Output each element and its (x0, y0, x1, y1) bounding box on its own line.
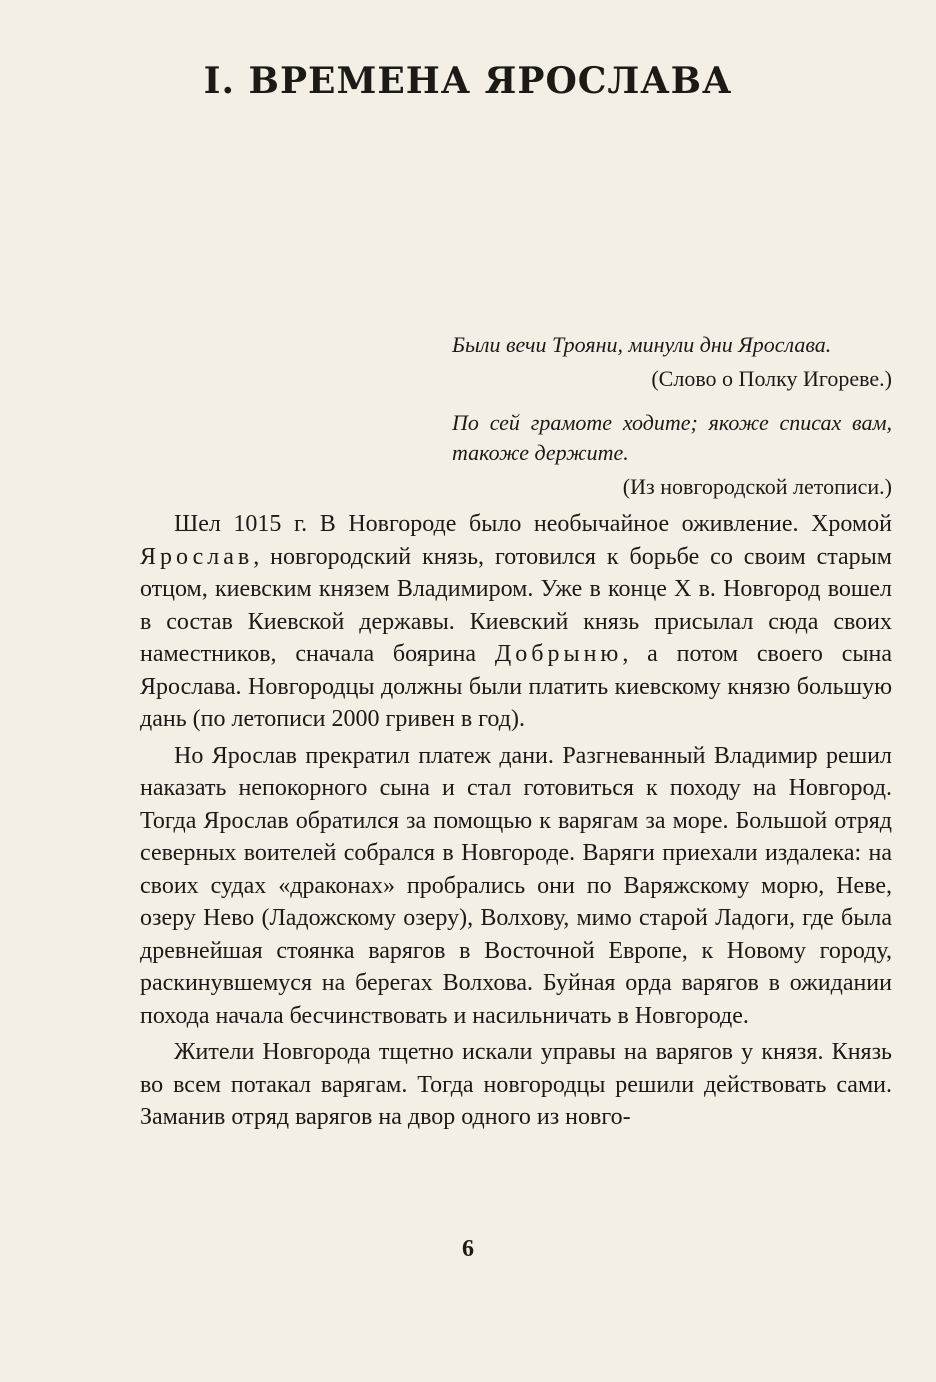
epigraphs (452, 330, 892, 516)
name-dobrynya: Добрыню (494, 641, 623, 667)
paragraph-2: Но Ярослав прекратил платеж дани. Разгневанный Владимир решил наказать непокорного сына и стал готовиться к походу на Новгород. Тогда Ярослав обратился за помощью к варягам за море. Большой отряд северных воителей собрался в Новгороде. Варяги приехали издалека: на своих судах «драконах» пробрались они по Варяжскому морю, Неве, озеру Нево (Ладожскому озеру), Волхову, мимо старой Ладоги, где была древнейшая стоянка варягов в Восточной Европе, к Новому городу, раскинувшемуся на берегах Волхова. Буйная орда варягов в ожидании похода начала бесчинствовать и насильничать в Новгороде. (140, 742, 892, 1029)
epigraph-1-text: Были вечи Трояни, минули дни Ярослава. (452, 332, 832, 357)
paragraph-1-before: Шел 1015 г. В Новгороде было необычайное оживление. Хромой (174, 511, 892, 537)
epigraph-1-source: (Слово о Полку Игореве.) (651, 366, 892, 391)
paragraph-3: Жители Новгорода тщетно искали управы на варягов у князя. Князь во всем потакал варягам. Тогда новгородцы решили действовать сами. Заманив отряд варягов на двор одного из новго- (140, 1039, 892, 1130)
chapter-title: I. ВРЕМЕНА ЯРОСЛАВА (203, 60, 733, 102)
epigraph-2-source: (Из новгородской летописи.) (622, 474, 892, 499)
paragraph-1-middle: , новгородский князь, готовился к борьбе со своим старым отцом, киевским князем Владимиром. Уже в конце X в. Новгород вошел в состав Киевской державы. Киевский князь присылал сюда своих наместников, сначала боярина (140, 543, 892, 667)
paragraph-1 (140, 508, 892, 736)
epigraph-2-text: По сей грамоте ходите; якоже списах вам, такоже держите. (452, 410, 892, 465)
body-text (140, 508, 892, 1138)
name-yaroslav: Ярослав (140, 543, 254, 570)
page-number: 6 (462, 1236, 474, 1262)
paragraph-1-after: , а потом своего сына Ярослава. Новгородцы должны были платить киевскому князю большую дань (по летописи 2000 гривен в год). (140, 641, 892, 732)
